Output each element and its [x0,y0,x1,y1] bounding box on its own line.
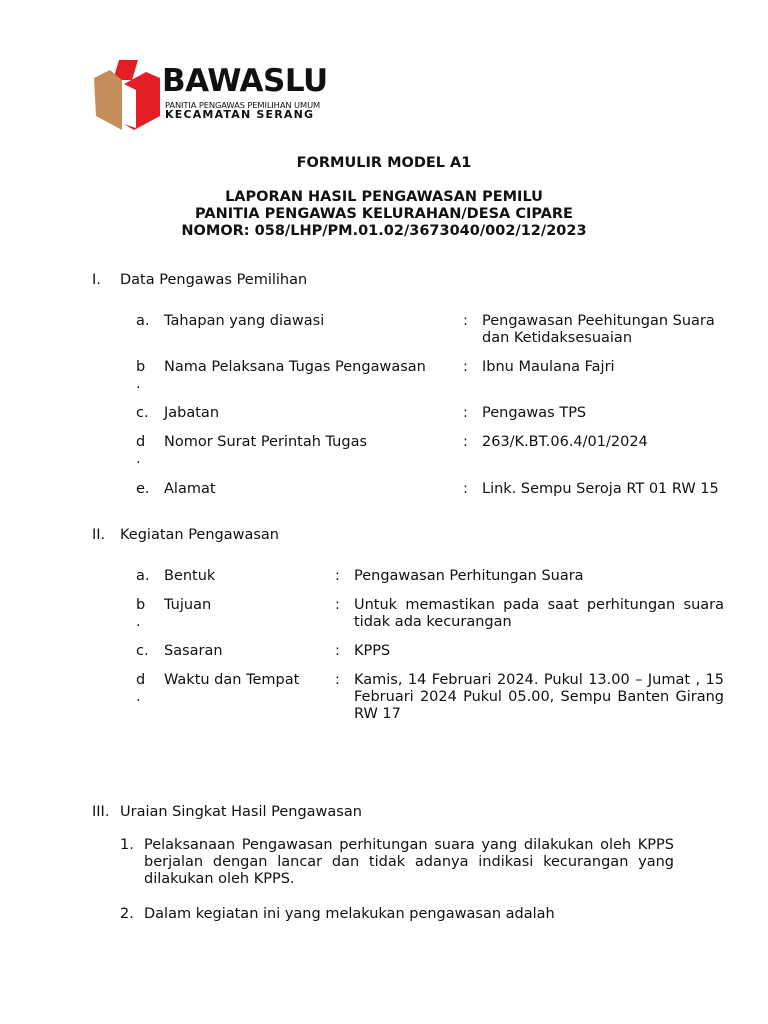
section-2-number: II. [92,527,106,543]
row-colon: : [463,405,468,421]
section-3-title: Uraian Singkat Hasil Pengawasan [120,804,362,820]
bawaslu-logo [92,58,342,134]
row-letter-dot: . [136,451,141,467]
row-colon: : [335,643,340,659]
report-number: NOMOR: 058/LHP/PM.01.02/3673040/002/12/2023 [181,223,587,239]
row-value: 263/K.BT.06.4/01/2024 [482,434,648,450]
section-1-number: I. [92,272,101,288]
row-colon: : [335,672,340,688]
report-subtitle: PANITIA PENGAWAS KELURAHAN/DESA CIPARE [195,206,573,222]
row-letter: d [136,672,146,688]
list-item-text: Pelaksanaan Pengawasan perhitungan suara yang dilakukan oleh KPPS berjalan dengan lancar dan tidak adanya indikasi kecurangan yang dilakukan oleh KPPS. [144,837,674,887]
row-letter: c. [136,405,149,421]
row-label: Sasaran [164,643,223,659]
row-value: Ibnu Maulana Fajri [482,359,615,375]
row-value: Pengawas TPS [482,405,587,421]
section-3-number: III. [92,804,110,820]
row-label: Alamat [164,481,216,497]
row-value: KPPS [354,643,391,659]
row-label: Tujuan [164,597,212,613]
bawaslu-emblem-icon [92,58,162,134]
row-label: Nomor Surat Perintah Tugas [164,434,368,450]
row-colon: : [463,359,468,375]
row-colon: : [463,481,468,497]
row-letter: b [136,359,146,375]
row-letter: d [136,434,146,450]
row-letter-dot: . [136,614,141,630]
list-item-number: 1. [120,837,134,853]
row-colon: : [463,434,468,450]
section-1-title: Data Pengawas Pemilihan [120,272,308,288]
row-label: Jabatan [164,405,220,421]
row-letter: e. [136,481,150,497]
row-letter: b [136,597,146,613]
list-item-text: Dalam kegiatan ini yang melakukan pengawasan adalah [144,906,555,922]
section-2-title: Kegiatan Pengawasan [120,527,279,543]
row-colon: : [335,597,340,613]
row-label: Waktu dan Tempat [164,672,300,688]
row-value: Link. Sempu Seroja RT 01 RW 15 [482,481,719,497]
row-value: Pengawasan Peehitungan Suara dan Ketidaksesuaian [482,313,715,346]
row-colon: : [463,313,468,329]
row-letter: c. [136,643,149,659]
row-letter-dot: . [136,689,141,705]
row-letter: a. [136,568,150,584]
row-label: Bentuk [164,568,216,584]
report-title: LAPORAN HASIL PENGAWASAN PEMILU [225,189,543,205]
logo-subtitle-1: PANITIA PENGAWAS PEMILIHAN UMUM [165,100,321,110]
row-value: Pengawasan Perhitungan Suara [354,568,584,584]
row-letter-dot: . [136,376,141,392]
row-colon: : [335,568,340,584]
row-letter: a. [136,313,150,329]
row-value: Kamis, 14 Februari 2024. Pukul 13.00 – Jumat , 15 Februari 2024 Pukul 05.00, Sempu Banten Girang RW 17 [354,672,724,722]
row-label: Tahapan yang diawasi [164,313,325,329]
form-model-title: FORMULIR MODEL A1 [296,155,472,171]
list-item-number: 2. [120,906,134,922]
row-value: Untuk memastikan pada saat perhitungan suara tidak ada kecurangan [354,597,724,630]
row-label: Nama Pelaksana Tugas Pengawasan [164,359,426,375]
logo-subtitle-2: KECAMATAN SERANG [165,108,315,121]
logo-name: BAWASLU [162,63,328,99]
